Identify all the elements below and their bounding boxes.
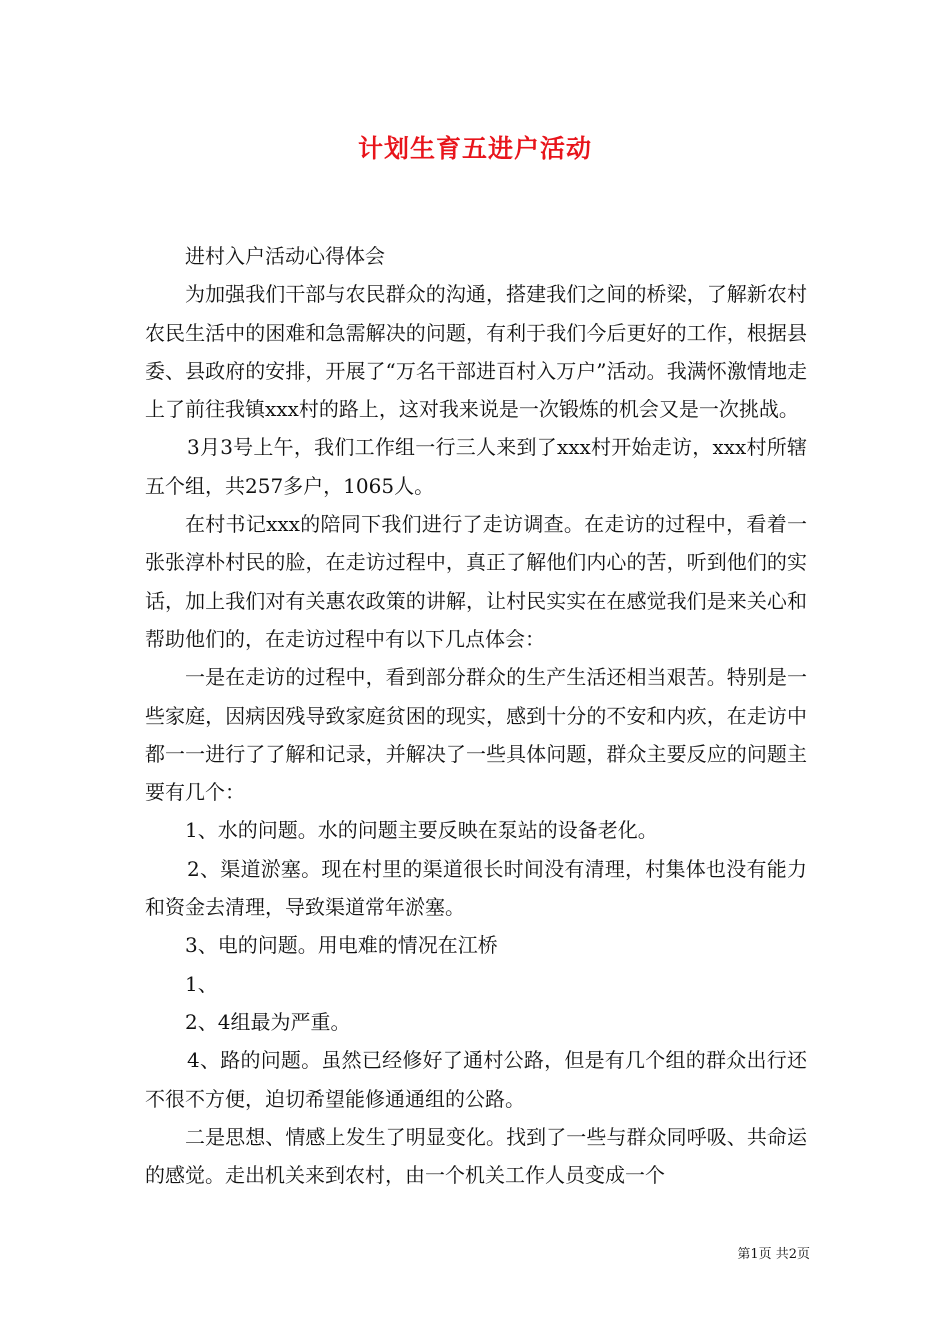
page-number-footer: 第1页 共2页 bbox=[737, 1247, 810, 1262]
body-paragraph: 3月3号上午，我们工作组一行三人来到了xxx村开始走访，xxx村所辖五个组，共257多户，1065人。 bbox=[145, 435, 807, 498]
document-body bbox=[145, 237, 807, 1194]
document-title: 计划生育五进户活动 bbox=[357, 134, 592, 163]
list-item: 1、 bbox=[185, 971, 218, 996]
list-item: 1、水的问题。水的问题主要反映在泵站的设备老化。 bbox=[185, 818, 658, 843]
subtitle-paragraph: 进村入户活动心得体会 bbox=[185, 244, 385, 268]
list-item: 2、4组最为严重。 bbox=[185, 1009, 351, 1034]
body-paragraph: 二是思想、情感上发生了明显变化。找到了一些与群众同呼吸、共命运的感觉。走出机关来到农村，由一个机关工作人员变成一个 bbox=[145, 1124, 807, 1188]
list-item: 3、电的问题。用电难的情况在江桥 bbox=[185, 933, 498, 958]
body-paragraph: 在村书记xxx的陪同下我们进行了走访调查。在走访的过程中，看着一张张淳朴村民的脸，在走访过程中，真正了解他们内心的苦，听到他们的实话，加上我们对有关惠农政策的讲解，让村民实实在在感觉我们是来关心和帮助他们的，在走访过程中有以下几点体会： bbox=[145, 512, 807, 651]
list-item: 4、路的问题。虽然已经修好了通村公路，但是有几个组的群众出行还不很不方便，迫切希望能修通通组的公路。 bbox=[145, 1048, 807, 1111]
list-item: 2、渠道淤塞。现在村里的渠道很长时间没有清理，村集体也没有能力和资金去清理，导致渠道常年淤塞。 bbox=[145, 856, 807, 920]
body-paragraph: 一是在走访的过程中，看到部分群众的生产生活还相当艰苦。特别是一些家庭，因病因残导致家庭贫困的现实，感到十分的不安和内疚，在走访中都一一进行了了解和记录，并解决了一些具体问题，群众主要反应的问题主要有几个： bbox=[145, 665, 807, 805]
body-paragraph: 为加强我们干部与农民群众的沟通，搭建我们之间的桥梁，了解新农村农民生活中的困难和急需解决的问题，有利于我们今后更好的工作，根据县委、县政府的安排，开展了“万名干部进百村入万户”活动。我满怀激情地走上了前往我镇xxx村的路上，这对我来说是一次锻炼的机会又是一次挑战。 bbox=[145, 282, 807, 422]
